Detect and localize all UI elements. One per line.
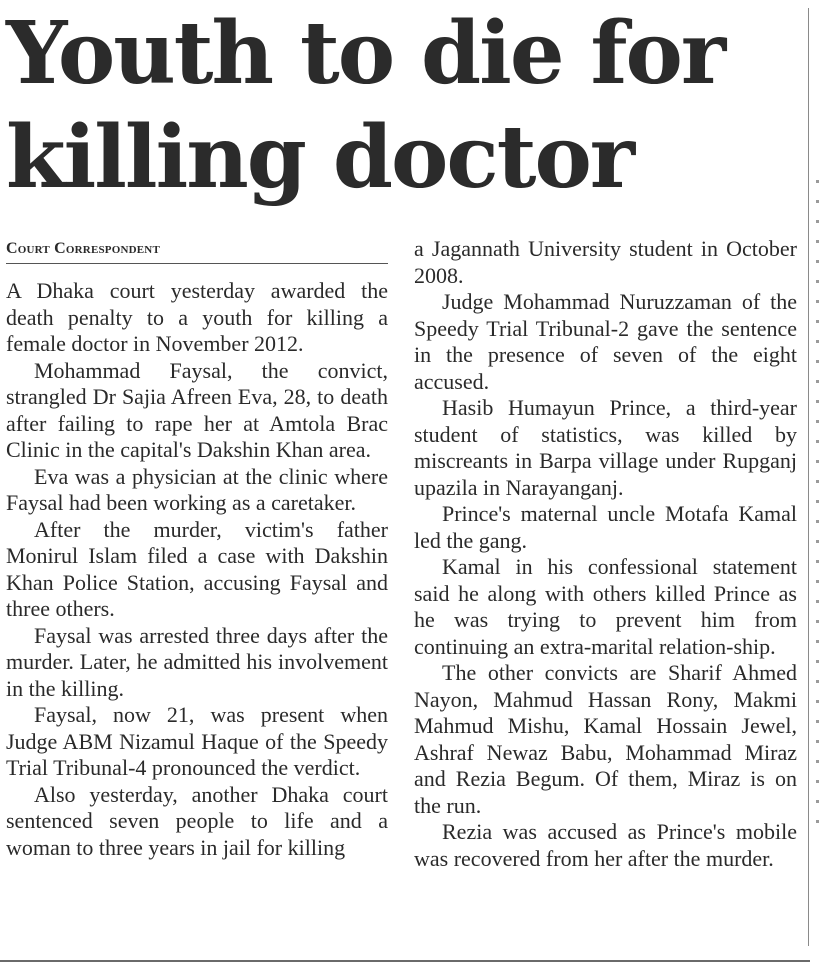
article-paragraph: Also yesterday, another Dhaka court sentenced seven people to life and a woman to three years in jail for killing	[6, 781, 388, 860]
article-paragraph: Prince's maternal uncle Motafa Kamal led the gang.	[414, 501, 797, 553]
bottom-rule	[0, 960, 810, 962]
article-paragraph: a Jagannath University student in October 2008.	[414, 236, 797, 288]
article-byline: Court Correspondent	[6, 239, 388, 264]
article-paragraph: Faysal was arrested three days after the murder. Later, he admitted his involvement in the killing.	[6, 622, 388, 701]
article-paragraph: Eva was a physician at the clinic where Faysal had been working as a caretaker.	[6, 463, 388, 515]
article-paragraph: A Dhaka court yesterday awarded the death penalty to a youth for killing a female doctor in November 2012.	[6, 278, 388, 356]
article-paragraph: Judge Mohammad Nuruzzaman of the Speedy Trial Tribunal-2 gave the sentence in the presence of seven of the eight accused.	[414, 289, 797, 394]
article-paragraph: Kamal in his confessional statement said he along with others killed Prince as he was trying to prevent him from continuing an extra-marital relation-ship.	[414, 554, 797, 659]
adjacent-column-edge	[816, 180, 820, 880]
article-paragraph: After the murder, victim's father Monirul Islam filed a case with Dakshin Khan Police Station, accusing Faysal and three others.	[6, 516, 388, 621]
article-headline: Youth to die for killing doctor	[6, 3, 725, 208]
column-divider-rule	[808, 8, 809, 946]
article-paragraph: The other convicts are Sharif Ahmed Nayon, Mahmud Hassan Rony, Makmi Mahmud Mishu, Kamal Hossain Jewel, Ashraf Newaz Babu, Mohammad Miraz and Rezia Begum. Of them, Miraz is on the run.	[414, 660, 797, 818]
article-paragraph: Mohammad Faysal, the convict, strangled Dr Sajia Afreen Eva, 28, to death after failing to rape her at Amtola Brac Clinic in the capital's Dakshin Khan area.	[6, 357, 388, 462]
article-column-left	[6, 236, 388, 861]
article-paragraph: Rezia was accused as Prince's mobile was recovered from her after the murder.	[414, 819, 797, 871]
article-paragraph: Hasib Humayun Prince, a third-year student of statistics, was killed by miscreants in Barpa village under Rupganj upazila in Narayanganj.	[414, 395, 797, 500]
article-column-right	[414, 236, 797, 872]
article-paragraph: Faysal, now 21, was present when Judge ABM Nizamul Haque of the Speedy Trial Tribunal-4 pronounced the verdict.	[6, 702, 388, 780]
